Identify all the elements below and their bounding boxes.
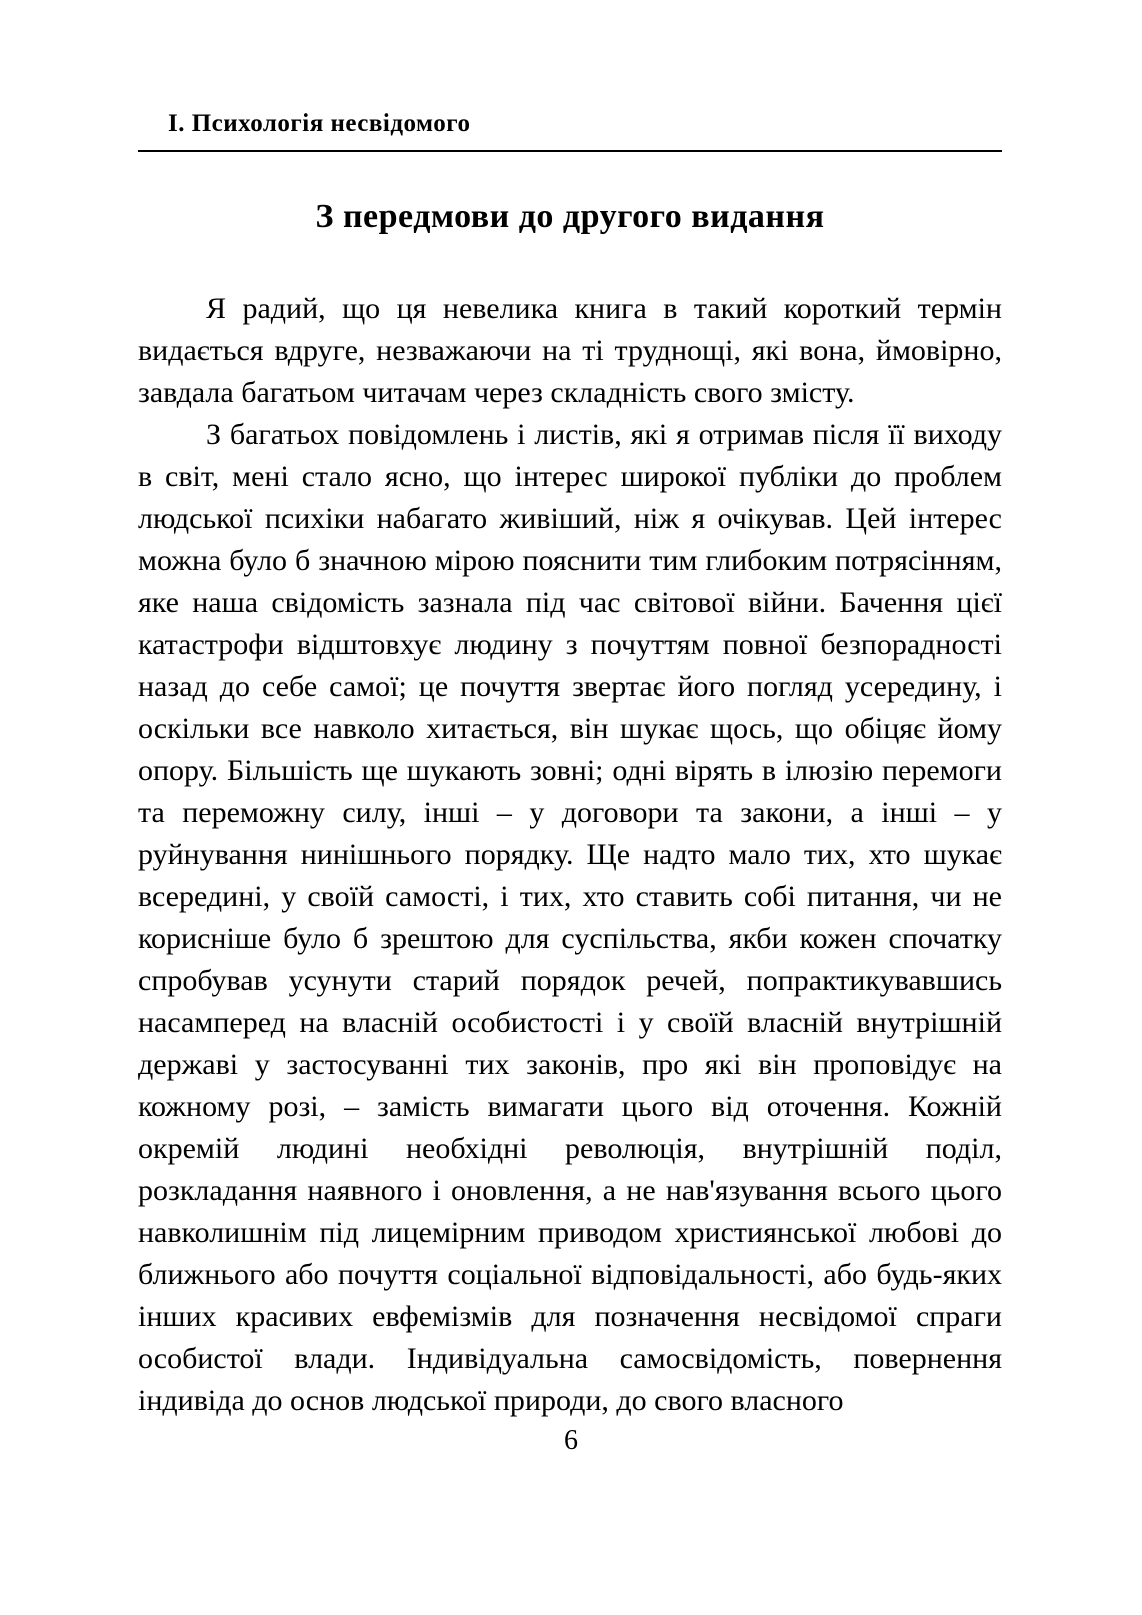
body-text <box>138 288 1002 1422</box>
section-title: З передмови до другого видання <box>315 198 825 235</box>
page-content <box>138 110 1002 1422</box>
running-header <box>138 110 1002 152</box>
chapter-title: І. Психологія несвідомого <box>168 110 471 137</box>
paragraph-2: З багатьох повідомлень і листів, які я отримав після її виходу в світ, мені стало ясно, що інтерес широкої публіки до проблем людської психіки набагато живіший, ніж я очікував. Цей інтерес можна було б значною мірою пояснити тим глибоким потрясінням, яке наша свідомість зазнала під час світової війни. Бачення цієї катастрофи відштовхує людину з почуттям повної безпорадності назад до себе самої; це почуття звертає його погляд усередину, і оскільки все навколо хитається, він шукає щось, що обіцяє йому опору. Більшість ще шукають зовні; одні вірять в ілюзію перемоги та переможну силу, інші – у договори та закони, а інші – у руйнування нинішнього порядку. Ще надто мало тих, хто шукає всередині, у своїй самості, і тих, хто ставить собі питання, чи не корисніше було б зрештою для суспільства, якби кожен спочатку спробував усунути старий порядок речей, попрактикувавшись насамперед на власній особистості і у своїй власній внутрішній державі у застосуванні тих законів, про які він проповідує на кожному розі, – замість вимагати цього від оточення. Кожній окремій людині необхідні революція, внутрішній поділ, розкладання наявного і оновлення, а не нав'язування всього цього навколишнім під лицемірним приводом християнської любові до ближнього або почуття соціальної відповідальності, або будь-яких інших красивих евфемізмів для позначення несвідомої спраги особистої влади. Індивідуальна самосвідомість, повернення індивіда до основ людської природи, до свого власного <box>138 418 1002 1417</box>
paragraph-1: Я радий, що ця невелика книга в такий короткий термін видається вдруге, незважаючи на ті труднощі, які вона, ймовірно, завдала багатьом читачам через складність свого змісту. <box>138 292 1002 409</box>
page-number: 6 <box>564 1425 578 1456</box>
